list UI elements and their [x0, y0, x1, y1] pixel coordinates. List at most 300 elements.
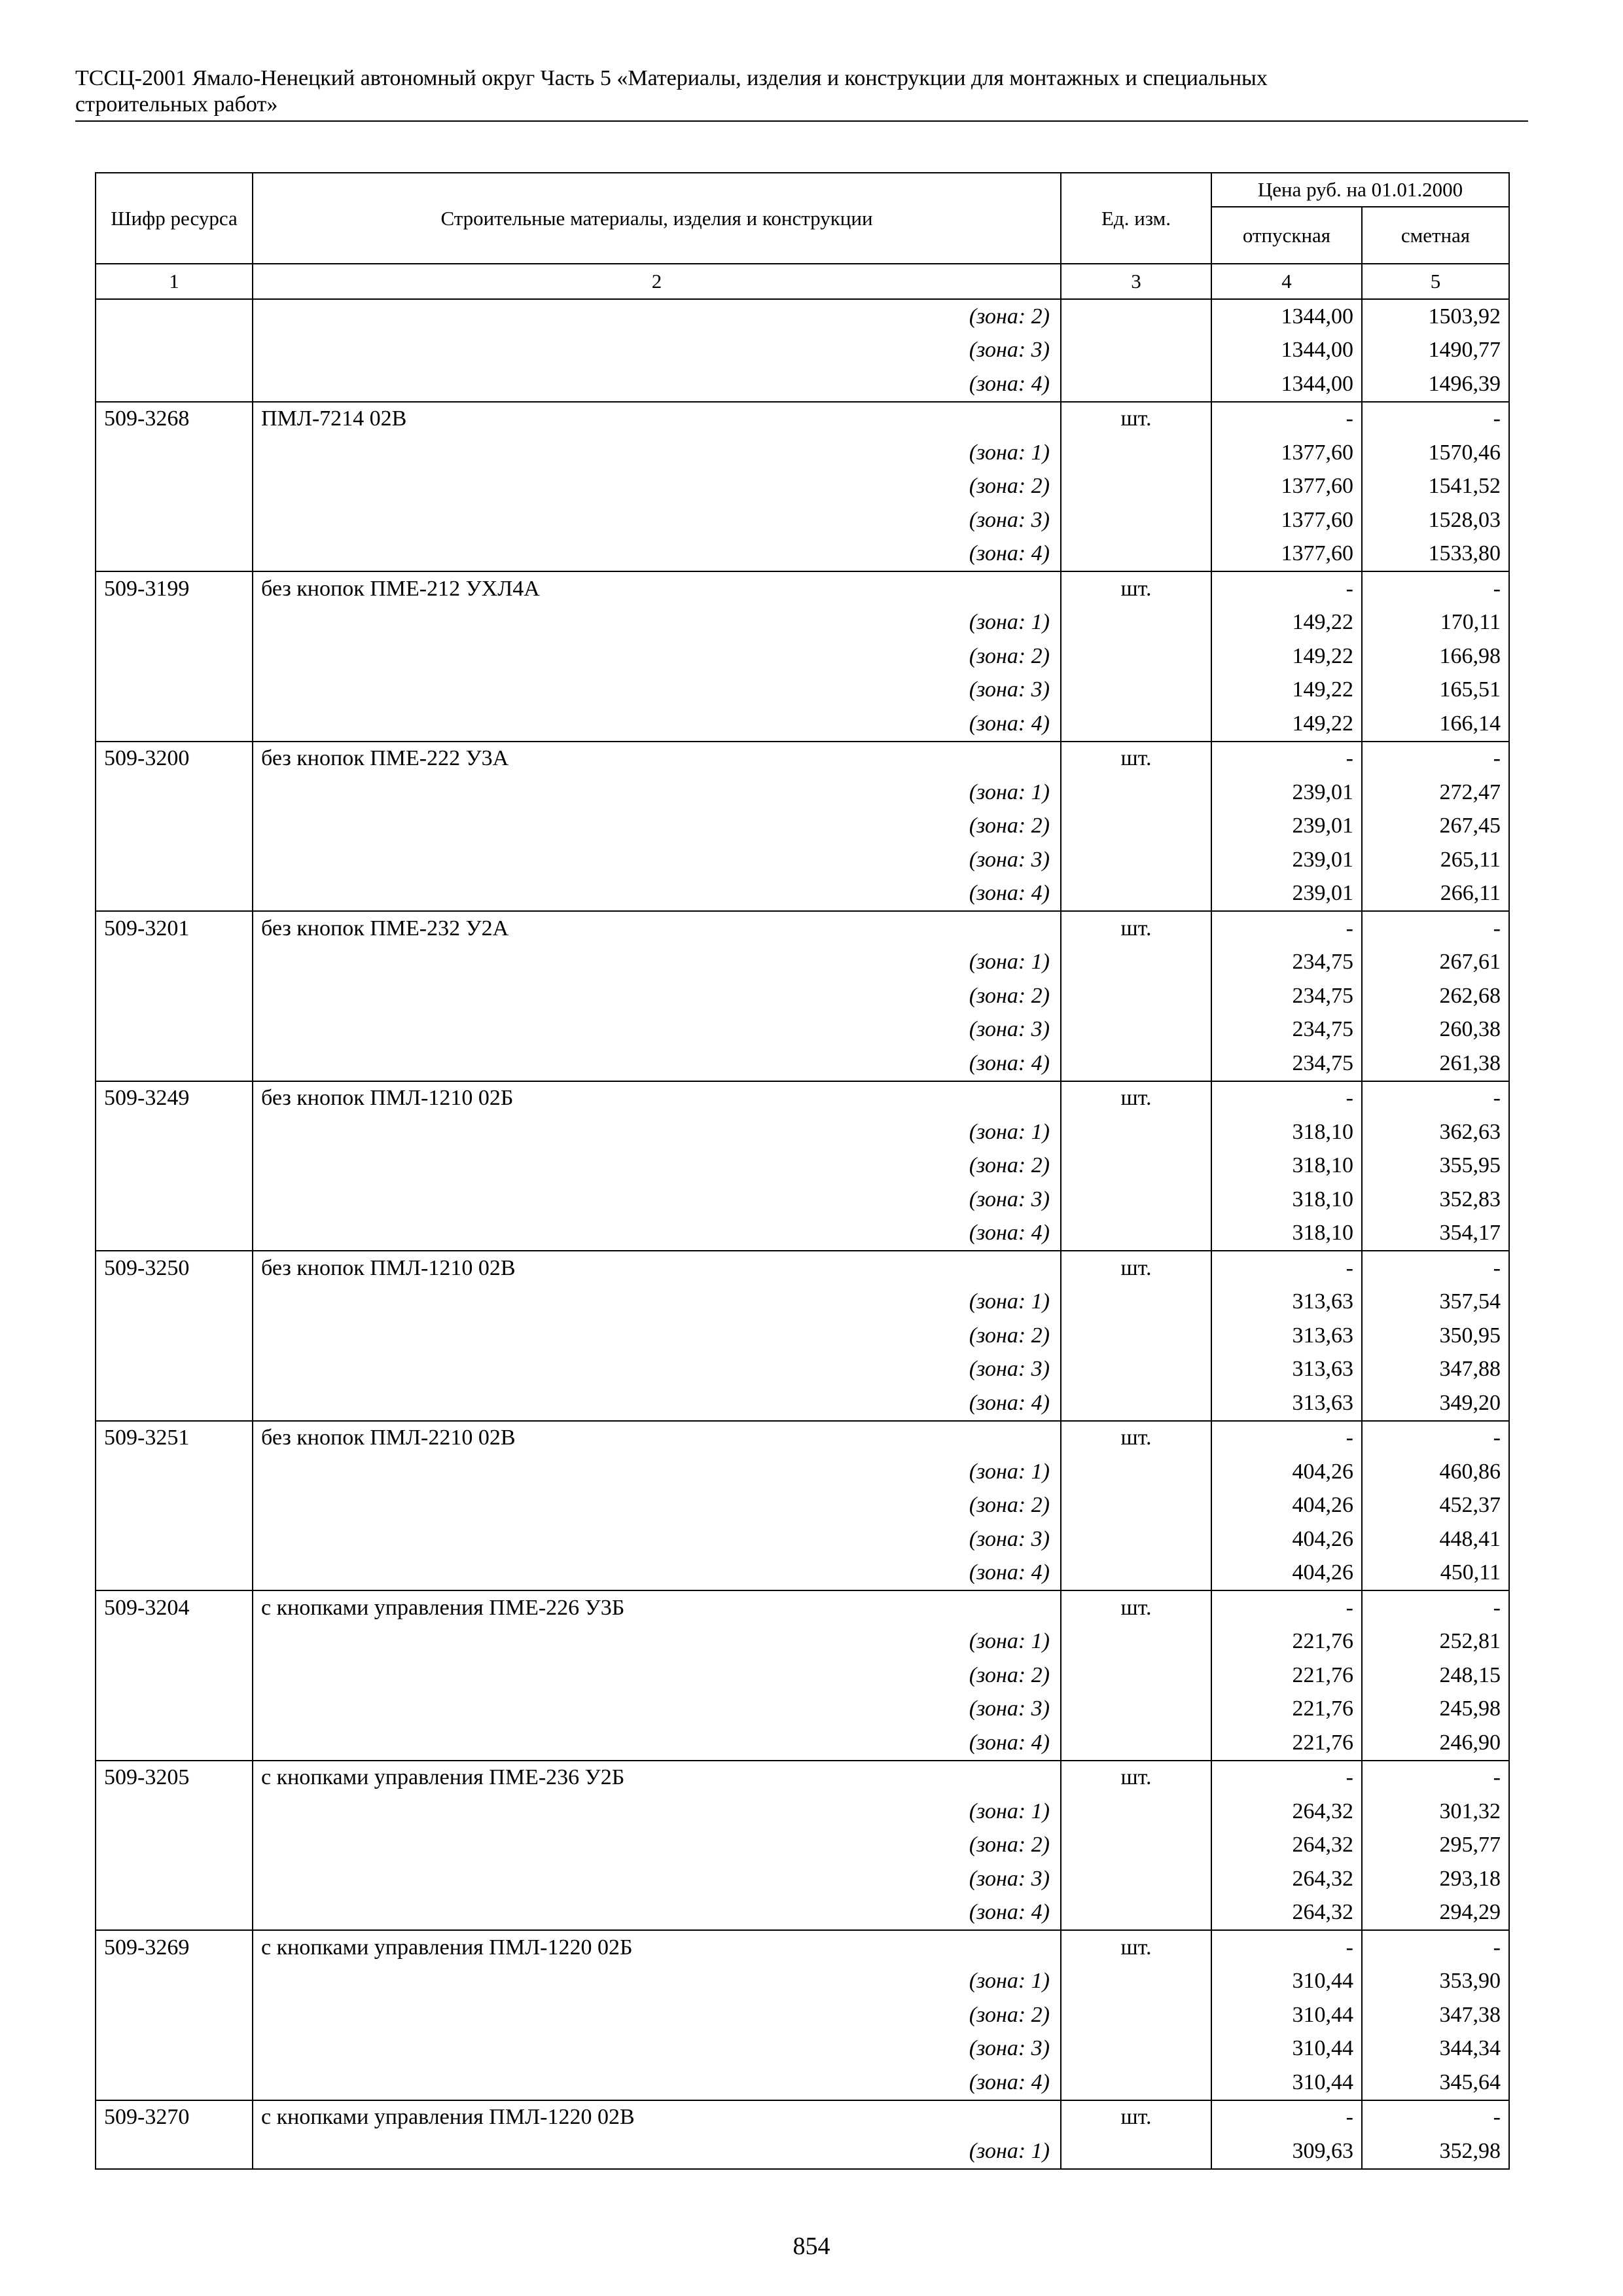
cell-estimate-price: - [1362, 742, 1509, 776]
cell-estimate-price: - [1362, 1761, 1509, 1795]
cell-estimate-price: 347,88 [1362, 1353, 1509, 1387]
cell-release-price: 264,32 [1211, 1896, 1362, 1931]
cell-name: с кнопками управления ПМЕ-236 У2Б [253, 1761, 1061, 1795]
cell-unit [1061, 537, 1211, 572]
cell-release-price: 310,44 [1211, 1998, 1362, 2032]
cell-name: с кнопками управления ПМЛ-1220 02Б [253, 1930, 1061, 1965]
cell-zone: (зона: 2) [253, 299, 1061, 334]
cell-code [96, 1965, 253, 1999]
cell-unit [1061, 1862, 1211, 1896]
cell-release-price: 310,44 [1211, 2032, 1362, 2066]
cell-estimate-price: 460,86 [1362, 1455, 1509, 1489]
cell-estimate-price: 170,11 [1362, 606, 1509, 640]
cell-estimate-price: 261,38 [1362, 1047, 1509, 1081]
cell-unit: шт. [1061, 742, 1211, 776]
cell-unit [1061, 1319, 1211, 1353]
cell-code [96, 299, 253, 334]
cell-unit: шт. [1061, 571, 1211, 606]
table-row [96, 742, 1509, 776]
cell-estimate-price: 166,14 [1362, 707, 1509, 742]
cell-release-price: 1344,00 [1211, 367, 1362, 402]
cell-code [96, 1455, 253, 1489]
cell-release-price: - [1211, 402, 1362, 437]
cell-estimate-price: 1541,52 [1362, 470, 1509, 504]
cell-unit [1061, 606, 1211, 640]
cell-code [96, 1489, 253, 1523]
cell-estimate-price: 245,98 [1362, 1693, 1509, 1727]
cell-estimate-price: 272,47 [1362, 776, 1509, 810]
cell-zone: (зона: 3) [253, 503, 1061, 537]
cell-estimate-price: 1570,46 [1362, 436, 1509, 470]
header-price-group: Цена руб. на 01.01.2000 [1211, 173, 1509, 207]
cell-release-price: 234,75 [1211, 979, 1362, 1013]
cell-code [96, 2032, 253, 2066]
column-number-row [96, 264, 1509, 299]
cell-code [96, 707, 253, 742]
table-row [96, 1795, 1509, 1829]
cell-estimate-price: 267,61 [1362, 946, 1509, 980]
table-row [96, 2134, 1509, 2169]
cell-unit [1061, 776, 1211, 810]
cell-unit [1061, 1693, 1211, 1727]
cell-zone: (зона: 3) [253, 843, 1061, 877]
cell-zone: (зона: 1) [253, 606, 1061, 640]
table-row [96, 1930, 1509, 1965]
table-row [96, 1625, 1509, 1659]
header-rule [75, 120, 1528, 122]
cell-code [96, 1285, 253, 1319]
cell-estimate-price: 1496,39 [1362, 367, 1509, 402]
cell-name: с кнопками управления ПМЕ-226 У3Б [253, 1590, 1061, 1625]
cell-release-price: 234,75 [1211, 1013, 1362, 1047]
cell-code: 509-3204 [96, 1590, 253, 1625]
cell-unit [1061, 1965, 1211, 1999]
column-number: 5 [1362, 264, 1509, 299]
cell-release-price: 221,76 [1211, 1625, 1362, 1659]
cell-code [96, 1319, 253, 1353]
cell-estimate-price: 293,18 [1362, 1862, 1509, 1896]
cell-release-price: 1377,60 [1211, 503, 1362, 537]
cell-estimate-price: 1533,80 [1362, 537, 1509, 572]
cell-zone: (зона: 4) [253, 1386, 1061, 1421]
cell-zone: (зона: 1) [253, 2134, 1061, 2169]
cell-unit [1061, 1285, 1211, 1319]
cell-name: ПМЛ-7214 02В [253, 402, 1061, 437]
cell-release-price: 239,01 [1211, 877, 1362, 912]
cell-unit [1061, 1149, 1211, 1183]
table-row [96, 1726, 1509, 1761]
table-row [96, 402, 1509, 437]
cell-code [96, 1795, 253, 1829]
table-row [96, 1829, 1509, 1863]
table-row [96, 946, 1509, 980]
price-table [95, 172, 1510, 2170]
cell-unit [1061, 1726, 1211, 1761]
cell-zone: (зона: 4) [253, 1047, 1061, 1081]
cell-release-price: 318,10 [1211, 1217, 1362, 1251]
cell-estimate-price: 352,98 [1362, 2134, 1509, 2169]
table-row [96, 1421, 1509, 1456]
table-row [96, 367, 1509, 402]
header-line-1: ТССЦ-2001 Ямало-Ненецкий автономный округ Часть 5 «Материалы, изделия и конструкции для монтажных и специальных [75, 66, 1268, 90]
document-header [75, 65, 1528, 118]
cell-estimate-price: - [1362, 1421, 1509, 1456]
cell-estimate-price: - [1362, 571, 1509, 606]
cell-zone: (зона: 3) [253, 2032, 1061, 2066]
header-code: Шифр ресурса [96, 173, 253, 264]
cell-release-price: 264,32 [1211, 1829, 1362, 1863]
cell-estimate-price: - [1362, 2100, 1509, 2135]
cell-release-price: 404,26 [1211, 1522, 1362, 1556]
table-row [96, 877, 1509, 912]
table-row [96, 1693, 1509, 1727]
cell-code [96, 1556, 253, 1591]
cell-name: без кнопок ПМЛ-2210 02В [253, 1421, 1061, 1456]
cell-unit [1061, 1047, 1211, 1081]
cell-estimate-price: - [1362, 1930, 1509, 1965]
cell-release-price: - [1211, 1761, 1362, 1795]
cell-estimate-price: - [1362, 911, 1509, 946]
cell-estimate-price: 352,83 [1362, 1183, 1509, 1217]
cell-unit [1061, 1013, 1211, 1047]
cell-release-price: 239,01 [1211, 843, 1362, 877]
cell-code [96, 810, 253, 844]
table-row [96, 1047, 1509, 1081]
cell-code [96, 1386, 253, 1421]
table-row [96, 503, 1509, 537]
table-body [96, 264, 1509, 2169]
cell-estimate-price: 166,98 [1362, 639, 1509, 673]
cell-code: 509-3199 [96, 571, 253, 606]
table-row [96, 843, 1509, 877]
cell-zone: (зона: 3) [253, 1693, 1061, 1727]
table-row [96, 1659, 1509, 1693]
cell-unit [1061, 1115, 1211, 1149]
cell-unit [1061, 946, 1211, 980]
cell-code [96, 1998, 253, 2032]
cell-unit [1061, 877, 1211, 912]
cell-unit: шт. [1061, 1251, 1211, 1285]
cell-name: без кнопок ПМЕ-232 У2А [253, 911, 1061, 946]
cell-code [96, 1726, 253, 1761]
cell-release-price: 1344,00 [1211, 299, 1362, 334]
table-row [96, 1896, 1509, 1931]
column-number: 1 [96, 264, 253, 299]
cell-unit [1061, 2134, 1211, 2169]
cell-release-price: 221,76 [1211, 1726, 1362, 1761]
cell-unit [1061, 1489, 1211, 1523]
cell-code: 509-3268 [96, 402, 253, 437]
table-row [96, 2100, 1509, 2135]
cell-unit: шт. [1061, 1081, 1211, 1116]
cell-release-price: - [1211, 742, 1362, 776]
cell-unit [1061, 334, 1211, 368]
cell-code: 509-3201 [96, 911, 253, 946]
cell-release-price: 1377,60 [1211, 470, 1362, 504]
table-row [96, 1285, 1509, 1319]
cell-estimate-price: 267,45 [1362, 810, 1509, 844]
cell-code: 509-3270 [96, 2100, 253, 2135]
cell-unit [1061, 1795, 1211, 1829]
cell-unit [1061, 1896, 1211, 1931]
cell-estimate-price: - [1362, 1081, 1509, 1116]
cell-zone: (зона: 2) [253, 979, 1061, 1013]
cell-zone: (зона: 2) [253, 1319, 1061, 1353]
cell-estimate-price: 1528,03 [1362, 503, 1509, 537]
table-row [96, 1386, 1509, 1421]
cell-zone: (зона: 1) [253, 1795, 1061, 1829]
cell-zone: (зона: 4) [253, 877, 1061, 912]
table-row [96, 673, 1509, 708]
cell-unit [1061, 1829, 1211, 1863]
cell-zone: (зона: 4) [253, 1556, 1061, 1591]
table-row [96, 470, 1509, 504]
cell-code [96, 877, 253, 912]
cell-zone: (зона: 4) [253, 367, 1061, 402]
cell-code [96, 334, 253, 368]
cell-estimate-price: 349,20 [1362, 1386, 1509, 1421]
cell-release-price: 404,26 [1211, 1489, 1362, 1523]
table-row [96, 1183, 1509, 1217]
cell-estimate-price: 262,68 [1362, 979, 1509, 1013]
table-row [96, 436, 1509, 470]
cell-estimate-price: 246,90 [1362, 1726, 1509, 1761]
cell-unit: шт. [1061, 402, 1211, 437]
cell-release-price: - [1211, 1251, 1362, 1285]
cell-release-price: - [1211, 2100, 1362, 2135]
cell-code [96, 436, 253, 470]
cell-unit [1061, 843, 1211, 877]
cell-release-price: - [1211, 1930, 1362, 1965]
cell-code [96, 1625, 253, 1659]
cell-unit [1061, 639, 1211, 673]
cell-zone: (зона: 1) [253, 1625, 1061, 1659]
column-number: 4 [1211, 264, 1362, 299]
table-row [96, 571, 1509, 606]
cell-zone: (зона: 1) [253, 1455, 1061, 1489]
cell-unit [1061, 2032, 1211, 2066]
cell-name: без кнопок ПМЕ-212 УХЛ4А [253, 571, 1061, 606]
cell-estimate-price: 294,29 [1362, 1896, 1509, 1931]
cell-code [96, 979, 253, 1013]
cell-unit [1061, 2066, 1211, 2100]
column-number: 2 [253, 264, 1061, 299]
cell-unit [1061, 707, 1211, 742]
table-row [96, 1522, 1509, 1556]
cell-release-price: 239,01 [1211, 810, 1362, 844]
cell-release-price: - [1211, 1081, 1362, 1116]
table-row [96, 639, 1509, 673]
cell-zone: (зона: 4) [253, 537, 1061, 572]
cell-estimate-price: 347,38 [1362, 1998, 1509, 2032]
cell-code [96, 1693, 253, 1727]
cell-code [96, 1659, 253, 1693]
cell-name: без кнопок ПМЛ-1210 02В [253, 1251, 1061, 1285]
cell-estimate-price: - [1362, 402, 1509, 437]
cell-zone: (зона: 2) [253, 639, 1061, 673]
table-row [96, 1353, 1509, 1387]
table-row [96, 334, 1509, 368]
table-row [96, 1081, 1509, 1116]
cell-release-price: 313,63 [1211, 1319, 1362, 1353]
cell-zone: (зона: 2) [253, 1149, 1061, 1183]
cell-estimate-price: 260,38 [1362, 1013, 1509, 1047]
table-row [96, 537, 1509, 572]
cell-release-price: 149,22 [1211, 606, 1362, 640]
cell-estimate-price: 450,11 [1362, 1556, 1509, 1591]
cell-release-price: 318,10 [1211, 1115, 1362, 1149]
cell-code: 509-3269 [96, 1930, 253, 1965]
table-row [96, 1149, 1509, 1183]
cell-release-price: 221,76 [1211, 1659, 1362, 1693]
cell-code [96, 946, 253, 980]
table-row [96, 979, 1509, 1013]
cell-code: 509-3249 [96, 1081, 253, 1116]
cell-unit [1061, 1556, 1211, 1591]
cell-unit [1061, 1625, 1211, 1659]
cell-unit [1061, 470, 1211, 504]
cell-name: без кнопок ПМЕ-222 У3А [253, 742, 1061, 776]
cell-zone: (зона: 2) [253, 1659, 1061, 1693]
cell-code [96, 470, 253, 504]
cell-code [96, 537, 253, 572]
cell-unit [1061, 436, 1211, 470]
cell-code [96, 1047, 253, 1081]
cell-code: 509-3250 [96, 1251, 253, 1285]
column-number: 3 [1061, 264, 1211, 299]
cell-code [96, 1183, 253, 1217]
cell-zone: (зона: 1) [253, 1115, 1061, 1149]
cell-code: 509-3205 [96, 1761, 253, 1795]
table-row [96, 1761, 1509, 1795]
cell-code [96, 367, 253, 402]
cell-unit [1061, 979, 1211, 1013]
cell-code [96, 503, 253, 537]
cell-zone: (зона: 1) [253, 776, 1061, 810]
header-name: Строительные материалы, изделия и конструкции [253, 173, 1061, 264]
table-row [96, 911, 1509, 946]
cell-zone: (зона: 2) [253, 1998, 1061, 2032]
cell-release-price: 309,63 [1211, 2134, 1362, 2169]
cell-release-price: 318,10 [1211, 1149, 1362, 1183]
cell-zone: (зона: 1) [253, 1965, 1061, 1999]
table-row [96, 1013, 1509, 1047]
cell-estimate-price: 295,77 [1362, 1829, 1509, 1863]
cell-release-price: 310,44 [1211, 2066, 1362, 2100]
table-row [96, 1115, 1509, 1149]
cell-release-price: 313,63 [1211, 1285, 1362, 1319]
table-row [96, 1590, 1509, 1625]
cell-code: 509-3200 [96, 742, 253, 776]
cell-code: 509-3251 [96, 1421, 253, 1456]
header-estimate-price: сметная [1362, 207, 1509, 264]
cell-zone: (зона: 3) [253, 673, 1061, 708]
cell-zone: (зона: 4) [253, 2066, 1061, 2100]
cell-code [96, 843, 253, 877]
table-row [96, 1319, 1509, 1353]
cell-unit: шт. [1061, 1590, 1211, 1625]
cell-code [96, 776, 253, 810]
table-row [96, 1862, 1509, 1896]
cell-code [96, 1013, 253, 1047]
table-row [96, 1217, 1509, 1251]
cell-code [96, 639, 253, 673]
cell-estimate-price: 301,32 [1362, 1795, 1509, 1829]
cell-code [96, 1217, 253, 1251]
cell-zone: (зона: 2) [253, 1489, 1061, 1523]
cell-code [96, 2134, 253, 2169]
table-row [96, 2032, 1509, 2066]
cell-release-price: 234,75 [1211, 946, 1362, 980]
table-row [96, 1489, 1509, 1523]
cell-release-price: 221,76 [1211, 1693, 1362, 1727]
cell-zone: (зона: 3) [253, 1862, 1061, 1896]
cell-unit: шт. [1061, 911, 1211, 946]
cell-estimate-price: 452,37 [1362, 1489, 1509, 1523]
cell-estimate-price: 345,64 [1362, 2066, 1509, 2100]
cell-unit: шт. [1061, 2100, 1211, 2135]
cell-code [96, 1149, 253, 1183]
cell-estimate-price: 248,15 [1362, 1659, 1509, 1693]
table-row [96, 1251, 1509, 1285]
cell-zone: (зона: 3) [253, 1522, 1061, 1556]
cell-zone: (зона: 1) [253, 436, 1061, 470]
cell-name: без кнопок ПМЛ-1210 02Б [253, 1081, 1061, 1116]
cell-zone: (зона: 1) [253, 1285, 1061, 1319]
cell-release-price: 234,75 [1211, 1047, 1362, 1081]
cell-unit [1061, 1998, 1211, 2032]
cell-estimate-price: 362,63 [1362, 1115, 1509, 1149]
header-release-price: отпускная [1211, 207, 1362, 264]
cell-release-price: 313,63 [1211, 1386, 1362, 1421]
cell-code [96, 2066, 253, 2100]
table-row [96, 776, 1509, 810]
cell-zone: (зона: 4) [253, 1217, 1061, 1251]
cell-unit [1061, 1217, 1211, 1251]
cell-release-price: 239,01 [1211, 776, 1362, 810]
cell-release-price: 149,22 [1211, 707, 1362, 742]
cell-release-price: 264,32 [1211, 1795, 1362, 1829]
cell-zone: (зона: 2) [253, 470, 1061, 504]
cell-code [96, 1522, 253, 1556]
cell-code [96, 1829, 253, 1863]
cell-code [96, 1115, 253, 1149]
cell-estimate-price: 357,54 [1362, 1285, 1509, 1319]
cell-release-price: 264,32 [1211, 1862, 1362, 1896]
cell-unit [1061, 1455, 1211, 1489]
cell-code [96, 1353, 253, 1387]
cell-zone: (зона: 2) [253, 1829, 1061, 1863]
cell-estimate-price: 448,41 [1362, 1522, 1509, 1556]
table-row [96, 1998, 1509, 2032]
cell-unit [1061, 1659, 1211, 1693]
cell-unit [1061, 1522, 1211, 1556]
cell-code [96, 1862, 253, 1896]
cell-zone: (зона: 4) [253, 1726, 1061, 1761]
cell-estimate-price: 350,95 [1362, 1319, 1509, 1353]
cell-release-price: - [1211, 1590, 1362, 1625]
cell-zone: (зона: 3) [253, 1013, 1061, 1047]
cell-release-price: - [1211, 1421, 1362, 1456]
cell-zone: (зона: 4) [253, 707, 1061, 742]
cell-unit [1061, 810, 1211, 844]
cell-release-price: 149,22 [1211, 673, 1362, 708]
cell-release-price: 149,22 [1211, 639, 1362, 673]
cell-estimate-price: 165,51 [1362, 673, 1509, 708]
cell-unit: шт. [1061, 1930, 1211, 1965]
cell-release-price: 404,26 [1211, 1455, 1362, 1489]
table-row [96, 299, 1509, 334]
